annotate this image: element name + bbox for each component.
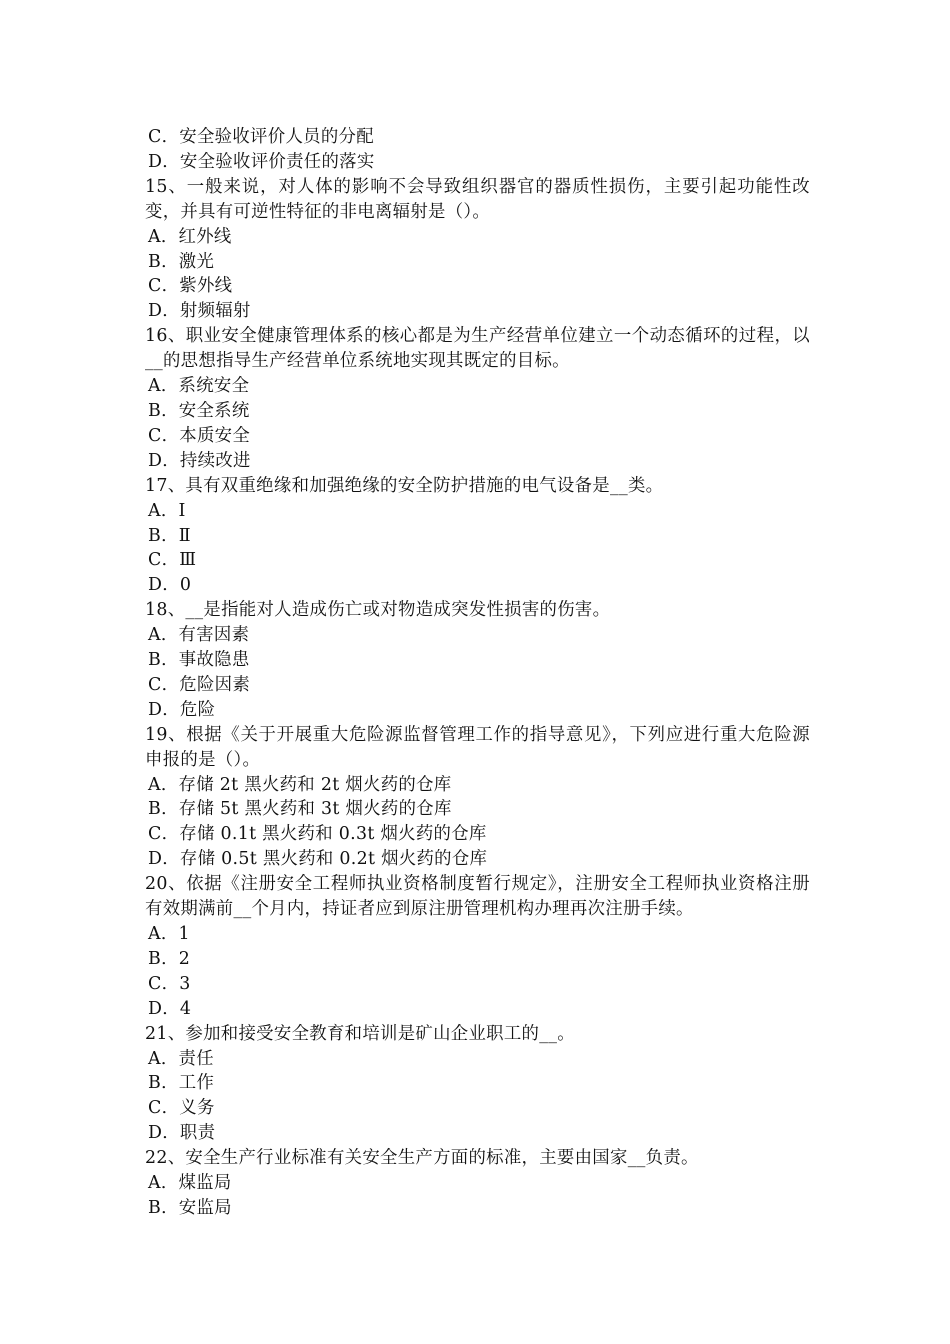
answer-option: B．Ⅱ [148, 525, 191, 546]
answer-option: D．射频辐射 [148, 301, 251, 322]
answer-option: D．安全验收评价责任的落实 [148, 151, 375, 172]
question-text: 16、职业安全健康管理体系的核心都是为生产经营单位建立一个动态循环的过程，以__的思想指导生产经营单位系统地实现其既定的目标。 [145, 326, 810, 372]
question-text: 19、根据《关于开展重大危险源监督管理工作的指导意见》，下列应进行重大危险源申报的是（）。 [145, 724, 810, 770]
answer-option: B．事故隐患 [148, 650, 250, 671]
answer-option: D．危险 [148, 699, 216, 720]
answer-option: C．存储 0.1t 黑火药和 0.3t 烟火药的仓库 [148, 824, 487, 845]
answer-option: D．职责 [148, 1123, 216, 1144]
question-text: 17、具有双重绝缘和加强绝缘的安全防护措施的电气设备是__类。 [145, 475, 664, 496]
answer-option: D．4 [148, 998, 192, 1019]
document-body [145, 125, 810, 1221]
answer-option: C．危险因素 [148, 674, 251, 695]
answer-option: A．1 [148, 924, 190, 944]
answer-option: A．红外线 [148, 226, 232, 247]
question-text: 22、安全生产行业标准有关安全生产方面的标准，主要由国家__负责。 [145, 1148, 699, 1169]
answer-option: B．激光 [148, 251, 215, 272]
question-text: 18、__是指能对人造成伤亡或对物造成突发性损害的伤害。 [145, 600, 611, 621]
answer-option: A．责任 [148, 1048, 214, 1069]
answer-option: B．安监局 [148, 1197, 232, 1218]
answer-option: B．存储 5t 黑火药和 3t 烟火药的仓库 [148, 799, 452, 820]
question-text: 21、参加和接受安全教育和培训是矿山企业职工的__。 [145, 1023, 575, 1044]
answer-option: A．煤监局 [148, 1173, 232, 1194]
answer-option: A．系统安全 [148, 376, 250, 397]
answer-option: C．安全验收评价人员的分配 [148, 127, 374, 147]
answer-option: A．存储 2t 黑火药和 2t 烟火药的仓库 [148, 774, 452, 795]
answer-option: C．3 [148, 973, 191, 994]
answer-option: C．紫外线 [148, 276, 233, 297]
answer-option: B．安全系统 [148, 400, 250, 421]
answer-option: D．持续改进 [148, 450, 251, 471]
answer-option: A．Ⅰ [148, 500, 186, 521]
answer-option: B．工作 [148, 1073, 215, 1094]
question-text: 20、依据《注册安全工程师执业资格制度暂行规定》，注册安全工程师执业资格注册有效期满前__个月内，持证者应到原注册管理机构办理再次注册手续。 [145, 874, 810, 920]
answer-option: D．0 [148, 575, 192, 596]
answer-option: C．Ⅲ [148, 550, 197, 571]
question-text: 15、一般来说，对人体的影响不会导致组织器官的器质性损伤，主要引起功能性改变，并具有可逆性特征的非电离辐射是（）。 [145, 176, 810, 222]
answer-option: C．本质安全 [148, 425, 251, 446]
answer-option: D．存储 0.5t 黑火药和 0.2t 烟火药的仓库 [148, 849, 488, 870]
answer-option: B．2 [148, 948, 191, 969]
answer-option: A．有害因素 [148, 625, 250, 646]
answer-option: C．义务 [148, 1098, 215, 1119]
